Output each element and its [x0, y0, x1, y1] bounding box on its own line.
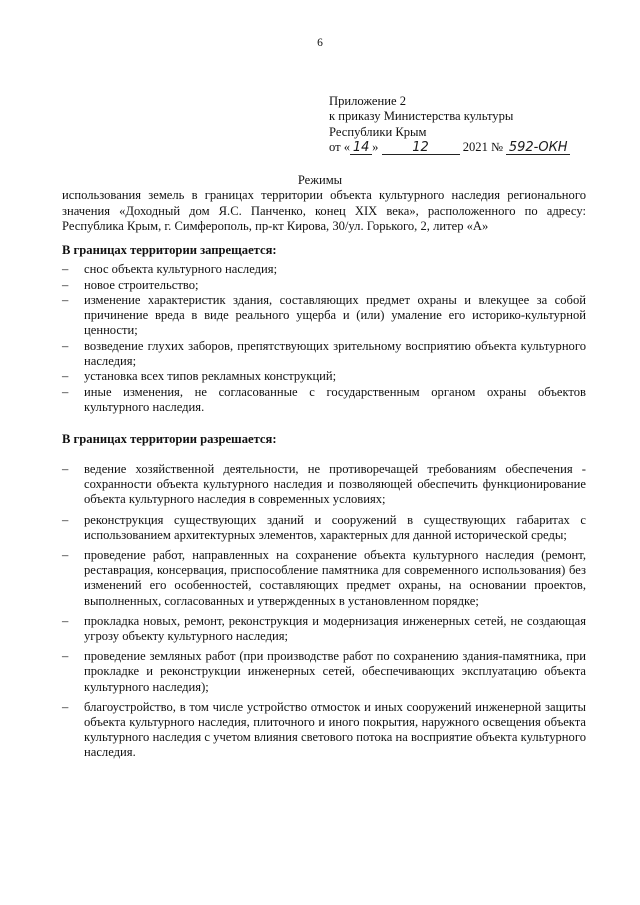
list-item-text: реконструкция существующих зданий и сооружений в существующих габаритах с использованием архитектурных элементов, характерных для данной исторической среды; [84, 512, 586, 542]
list-item-text: снос объекта культурного наследия; [84, 262, 278, 276]
annex-header [329, 94, 609, 155]
annex-line-2: к приказу Министерства культуры [329, 109, 514, 124]
list-item-text: проведение работ, направленных на сохранение объекта культурного наследия (ремонт, реставрация, консервация, приспособление памятника для современного использования) без изменений его особенностей, составляющих предмет охраны, на основании проектов, выполненных, согласованных и утвержденных в установленном порядке; [84, 548, 586, 608]
handwritten-order-number: 592-ОКН [506, 141, 570, 155]
date-prefix: от « [329, 139, 351, 154]
annex-date-line [329, 140, 609, 155]
date-mid: » [372, 139, 379, 154]
list-item-text: изменение характеристик здания, составляющих предмет охраны и влекущее за собой причинение вреда в виде реального ущерба и (или) умаление его историко-культурной ценности; [84, 293, 586, 337]
dash-bullet: – [62, 462, 69, 476]
dash-bullet: – [62, 613, 69, 628]
dash-bullet: – [62, 338, 69, 353]
annex-line-1: Приложение 2 [329, 94, 407, 108]
list-item [62, 700, 586, 761]
dash-bullet: – [62, 699, 69, 714]
dash-bullet: – [62, 649, 69, 664]
list-item-text: благоустройство, в том числе устройство отмосток и иных сооружений инженерной защиты объекта культурного наследия, плиточного и иного покрытия, наружного освещения объекта культурного наследия с учетом влияния светового потока на восприятие объекта культурного наследия. [84, 699, 586, 760]
list-item-text: возведение глухих заборов, препятствующих зрительному восприятию объекта культурного наследия; [84, 338, 586, 368]
prohibited-list [62, 262, 586, 415]
dash-bullet: – [62, 384, 69, 399]
dash-bullet: – [62, 548, 69, 563]
dash-bullet: – [62, 293, 69, 307]
list-item [62, 278, 586, 293]
list-item [62, 385, 586, 415]
list-item-text: прокладка новых, ремонт, реконструкция и модернизация инженерных сетей, не создающая угрозу объекту культурного наследия; [84, 613, 586, 644]
list-item [62, 649, 586, 695]
handwritten-day: 14 [350, 141, 372, 155]
dash-bullet: – [62, 369, 69, 383]
page-number: 6 [317, 37, 323, 49]
permitted-list [62, 462, 586, 766]
document-title: Режимы [297, 173, 343, 187]
dash-bullet: – [62, 512, 69, 527]
document-subtitle: использования земель в границах территории объекта культурного наследия регионального значения «Доходный дом Я.С. Панченко, конец XIX века», расположенного по адресу: Республика Крым, г. Симферополь, пр-кт Кирова, 30/ул. Горького, 2, литер «А» [62, 188, 586, 233]
list-item-text: ведение хозяйственной деятельности, не противоречащей требованиям обеспечения - сохранности объекта культурного наследия и позволяющей обеспечить функционирование объекта культурного наследия в современных условиях; [84, 462, 586, 507]
handwritten-month: 12 [382, 141, 460, 155]
list-item [62, 513, 586, 543]
list-item [62, 369, 586, 384]
list-item [62, 548, 586, 609]
permitted-heading: В границах территории разрешается: [62, 432, 277, 446]
list-item [62, 339, 586, 369]
list-item-text: новое строительство; [84, 277, 199, 292]
prohibited-heading: В границах территории запрещается: [62, 243, 277, 257]
list-item-text: проведение земляных работ (при производстве работ по сохранению здания-памятника, при прокладке и реконструкции инженерных сетей, обеспечивающих эксплуатацию объекта культурного наследия); [84, 649, 586, 694]
list-item [62, 614, 586, 644]
list-item-text: установка всех типов рекламных конструкций; [84, 369, 337, 383]
date-year-number-label: 2021 № [462, 139, 504, 154]
list-item [62, 462, 586, 508]
list-item-text: иные изменения, не согласованные с государственным органом охраны объектов культурного наследия. [84, 384, 586, 414]
list-item [62, 262, 586, 277]
dash-bullet: – [62, 277, 69, 292]
dash-bullet: – [62, 262, 69, 276]
list-item [62, 293, 586, 338]
annex-line-3: Республики Крым [329, 124, 427, 139]
